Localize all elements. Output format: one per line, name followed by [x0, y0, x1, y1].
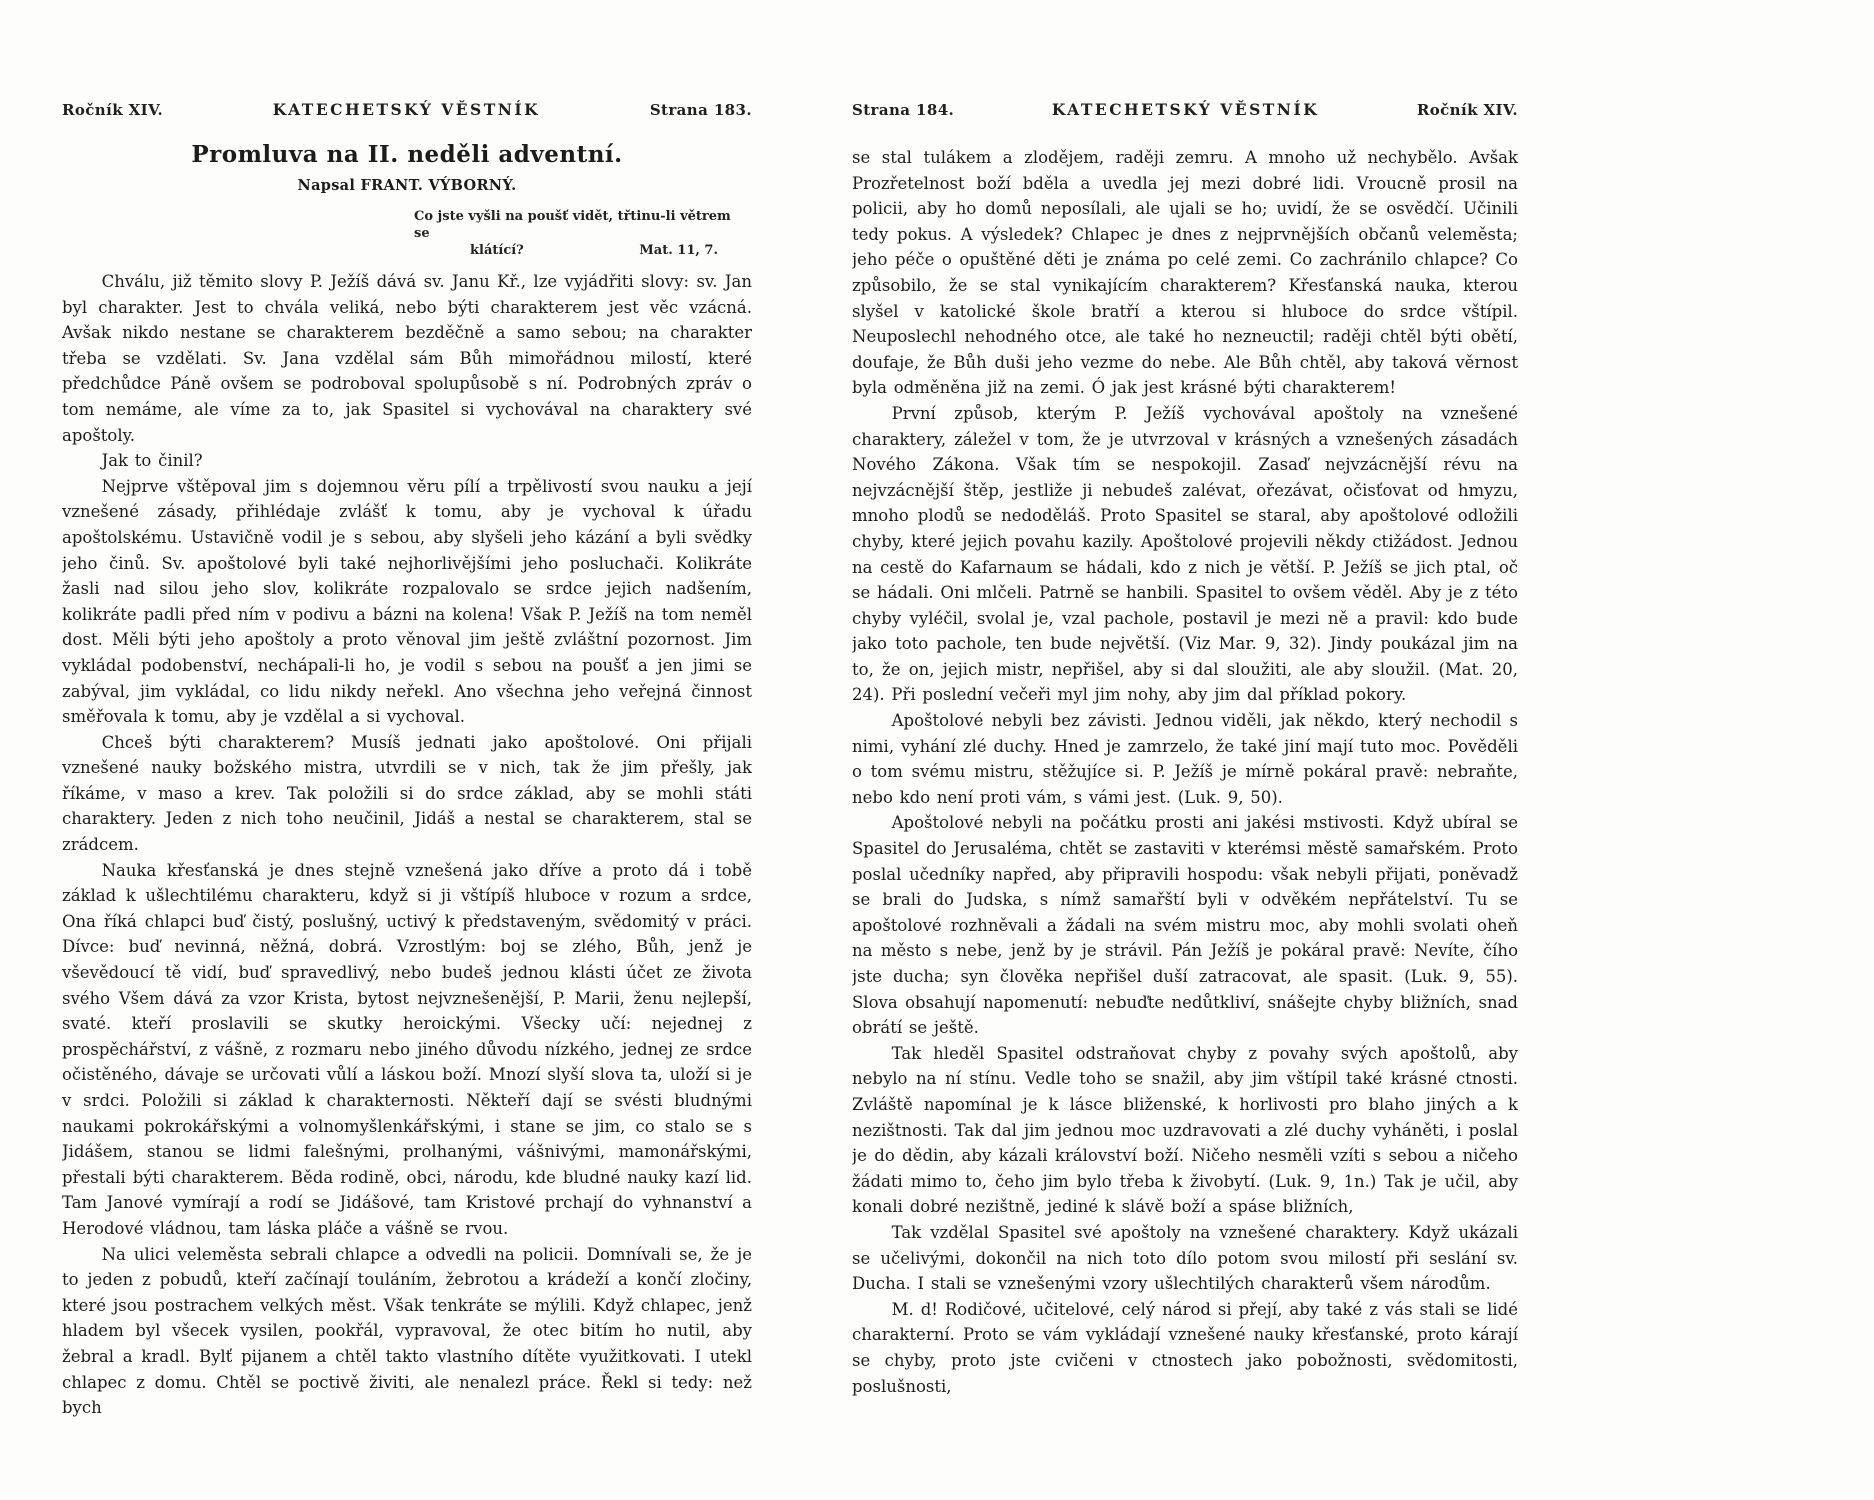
- page-184: [852, 100, 1518, 1492]
- paragraph: První způsob, kterým P. Ježíš vychovával apoštoly na vznešené charaktery, záležel v tom, že je utvrzoval v krásných a vznešených zásadách Nového Zákona. Však tím se nespokojil. Zasaď nejvzácnější révu na nejvzácnější štěp, jestliže ji nebudeš zalévat, ořezávat, očisťovat od hmyzu, mnoho plodů se nedoděláš. Proto Spasitel se staral, aby apoštolové odložili chyby, které jejich povahu kazily. Apoštolové projevili někdy ctižádost. Jednou na cestě do Kafarnaum se hádali, kdo z nich je větší. P. Ježíš se jich ptal, oč se hádali. Oni mlčeli. Patrně se hanbili. Spasitel to ovšem věděl. Aby je z této chyby vyléčil, svolal je, vzal pachole, postavil je mezi ně a pravil: kdo bude jako toto pachole, ten bude největší. (Viz Mar. 9, 32). Jindy poukázal jim na to, že on, jejich mistr, nepřišel, aby si dal sloužiti, ale aby sloužil. (Mat. 20, 24). Při poslední večeři myl jim nohy, aby jim dal příklad pokory.: [852, 403, 1518, 705]
- paragraph: Jak to činil?: [101, 451, 203, 471]
- paragraph: M. d! Rodičové, učitelové, celý národ si přejí, aby také z vás stali se lidé charakterní. Proto se vám vykládají vznešené nauky křesťanské, proto kárají se chyby, proto jste cvičeni v ctnostech jako pobožnosti, svědomitosti, poslušnosti,: [852, 1299, 1518, 1396]
- article-title: Promluva na II. neděli adventní.: [191, 141, 623, 168]
- epigraph: [414, 208, 744, 259]
- page-number: Strana 184.: [852, 101, 955, 119]
- page-header-right: [852, 100, 1518, 119]
- paragraph: Chceš býti charakterem? Musíš jednati jako apoštolové. Oni přijali vznešené nauky božského mistra, utvrdili se v nich, tak že jim přešly, jak říkáme, v maso a krev. Tak položili si do srdce základ, aby se mohli státi charaktery. Jeden z nich toho neučinil, Jidáš a nestal se charakterem, stal se zrádcem.: [62, 732, 752, 855]
- volume-label: Ročník XIV.: [1416, 101, 1518, 119]
- paragraph: Nauka křesťanská je dnes stejně vznešená jako dříve a proto dá i tobě základ k ušlechtilému charakteru, když si ji vštípíš hluboce v rozum a srdce, Ona říká chlapci buď čistý, poslušný, uctivý k představeným, svědomitý v práci. Dívce: buď nevinná, něžná, dobrá. Vzrostlým: boj se zlého, Bůh, jenž je vševědoucí tě vidí, buď spravedlivý, nebo budeš jednou klásti účet ze života svého Všem dává za vzor Krista, bytost nejvznešenější, P. Marii, ženu nejlepší, svaté. kteří proslavili se skutky heroickými. Všecky učí: nejednej z prospěchářství, z vášně, z rozmaru nebo jiného důvodu nízkého, jednej ze srdce očistěného, dávaje se určovati vůlí a láskou boží. Mnozí slyší slova ta, uloží si je v srdci. Položili si základ k charakternosti. Někteří dají se svésti bludnými naukami pokrokářskými a volnomyšlenkářskými, i stane se jim, co stalo se s Jidášem, stanou se lidmi falešnými, prolhanými, vášnivými, mamonářskými, přestali býti charakterem. Běda rodině, obci, národu, kde bludné nauky kazí lid. Tam Janové vymírají a rodí se Jidášové, tam Kristové prchají do vyhnanství a Herodové vládnou, tam láska pláče a vášně se rvou.: [62, 860, 752, 1238]
- epigraph-line-2: [414, 242, 744, 259]
- paragraph: Apoštolové nebyli na počátku prosti ani jakési mstivosti. Když ubíral se Spasitel do Jerusaléma, chtět se zastaviti v kterémsi městě samařském. Proto poslal učedníky napřed, aby připravili hospodu: však nebyli přijati, poněvadž se brali do Judska, s nímž samařští byli v odvěkém nepřátelství. Tu se apoštolové rozhněvali a žádali na svém mistru moc, aby mohli svolati oheň na město s nebe, jenž by je strávil. Pán Ježíš je pokáral pravě: Nevíte, čího jste ducha; syn člověka nepřišel duší zatracovat, ale spasit. (Luk. 9, 55). Slova obsahují napomenutí: nebuďte nedůtkliví, snášejte chyby bližních, snad obrátí se ještě.: [852, 813, 1518, 1038]
- volume-label: Ročník XIV.: [62, 101, 164, 119]
- paragraph: Tak vzdělal Spasitel své apoštoly na vznešené charaktery. Když ukázali se učelivými, dokončil na nich toto dílo potom svou milostí při seslání sv. Ducha. I stali se vznešenými vzory ušlechtilých charakterů všem národům.: [852, 1222, 1518, 1294]
- journal-title: KATECHETSKÝ VĚSTNÍK: [1051, 100, 1320, 119]
- byline: Napsal FRANT. VÝBORNÝ.: [297, 177, 517, 194]
- scripture-reference: Mat. 11, 7.: [639, 243, 718, 258]
- paragraph: Nejprve vštěpoval jim s dojemnou věru pílí a trpělivostí svou nauku a její vznešené zásady, přihlédaje zvlášť k tomu, aby je vychoval k úřadu apoštolskému. Ustavičně vodil je s sebou, aby slyšeli jeho kázání a byli svědky jeho činů. Sv. apoštolové byli také nejhorlivějšími jeho posluchači. Kolikráte žasli nad silou jeho slov, kolikráte rozpalovalo se srdce jejich nadšením, kolikráte padli před ním v podivu a bázni na kolena! Však P. Ježíš na tom neměl dost. Měli býti jeho apoštoly a proto věnoval jim ještě zvláštní pozornost. Jim vykládal podobenství, nechápali-li ho, je vodil s sebou na poušť a jen jimi se zabýval, jim vykládal, co lidu nikdy neřekl. Ano všechna jeho veřejná činnost směřovala k tomu, aby je vzdělal a si vychoval.: [62, 476, 752, 727]
- page-number: Strana 183.: [649, 101, 752, 119]
- paragraph: se stal tulákem a zlodějem, raději zemru. A mnoho už nechybělo. Avšak Prozřetelnost boží bděla a uvedla jej mezi dobré lidi. Vroucně prosil na policii, aby ho domů neposílali, ale ujali se ho; uvidí, že se osvědčí. Učinili tedy pokus. A výsledek? Chlapec je dnes z nejprvnějších občanů veleměsta; jeho péče o opuštěné děti je známa po celé zemi. Co zachránilo chlapce? Co způsobilo, že se stal vynikajícím charakterem? Křesťanská nauka, kterou slyšel v katolické škole bratří a kterou si hluboce do srdce vštípil. Neuposlechl nehodného otce, ale také ho nezneuctil; raději chtěl býti obětí, doufaje, že Bůh duši jeho vezme do nebe. Ale Bůh chtěl, aby taková věrnost byla odměněna již na zemi. Ó jak jest krásné býti charakterem!: [852, 148, 1518, 398]
- paragraph: Na ulici veleměsta sebrali chlapce a odvedli na policii. Domnívali se, že je to jeden z pobudů, kteří začínají touláním, žebrotou a krádeží a končí zločiny, které jsou postrachem velkých měst. Však tenkráte se mýlili. Když chlapec, jenž hladem byl všecek vysilen, pookřál, vypravoval, že otec bitím ho nutil, aby žebral a kradl. Bylť pijanem a chtěl takto vlastního dítěte využitkovati. I utekl chlapec z domu. Chtěl se poctivě živiti, ale nenalezl práce. Řekl si tedy: než bych: [62, 1244, 752, 1418]
- epigraph-line-1: Co jste vyšli na poušť vidět, třtinu-li větrem se: [414, 209, 731, 241]
- journal-title: KATECHETSKÝ VĚSTNÍK: [272, 100, 541, 119]
- page-183: [62, 100, 752, 1492]
- paragraph: Apoštolové nebyli bez závisti. Jednou viděli, jak někdo, který nechodil s nimi, vyhání zlé duchy. Hned je zamrzelo, že také jiní mají tuto moc. Pověděli o tom svému mistru, stěžujíce si. P. Ježíš je mírně pokáral pravě: nebraňte, nebo kdo není proti vám, s vámi jest. (Luk. 9, 50).: [852, 711, 1518, 807]
- paragraph: Tak hleděl Spasitel odstraňovat chyby z povahy svých apoštolů, aby nebylo na ní stínu. Vedle toho se snažil, aby jim vštípil také krásné ctnosti. Zvláště napomínal je k lásce bliženské, k horlivosti pro blaho jiných a k nezištnosti. Tak dal jim jednou moc uzdravovati a zlé duchy vyháněti, i poslal je do dědin, aby kázali království boží. Ničeho nesměli vzíti s sebou a ničeho žádati mimo to, čeho jim bylo třeba k živobytí. (Luk. 9, 1n.) Tak je učil, aby konali dobré nezištně, jediné k slávě boží a spáse bližních,: [852, 1043, 1518, 1217]
- article-body-right: [852, 145, 1518, 1399]
- article-body-left: [62, 269, 752, 1421]
- paragraph: Chválu, již těmito slovy P. Ježíš dává sv. Janu Kř., lze vyjádřiti slovy: sv. Jan byl charakter. Jest to chvála veliká, nebo býti charakterem jest věc vzácná. Avšak nikdo nestane se charakterem bezděčně a samo sebou; na charakter třeba se vzdělati. Sv. Jana vzdělal sám Bůh mimořádnou milostí, které předchůdce Páně ovšem se podroboval spolupůsobě s ní. Podrobných zpráv o tom nemáme, ale víme za to, jak Spasitel si vychovával na charaktery své apoštoly.: [62, 272, 752, 445]
- page-header-left: [62, 100, 752, 119]
- epigraph-line-2-text: klátící?: [470, 243, 524, 258]
